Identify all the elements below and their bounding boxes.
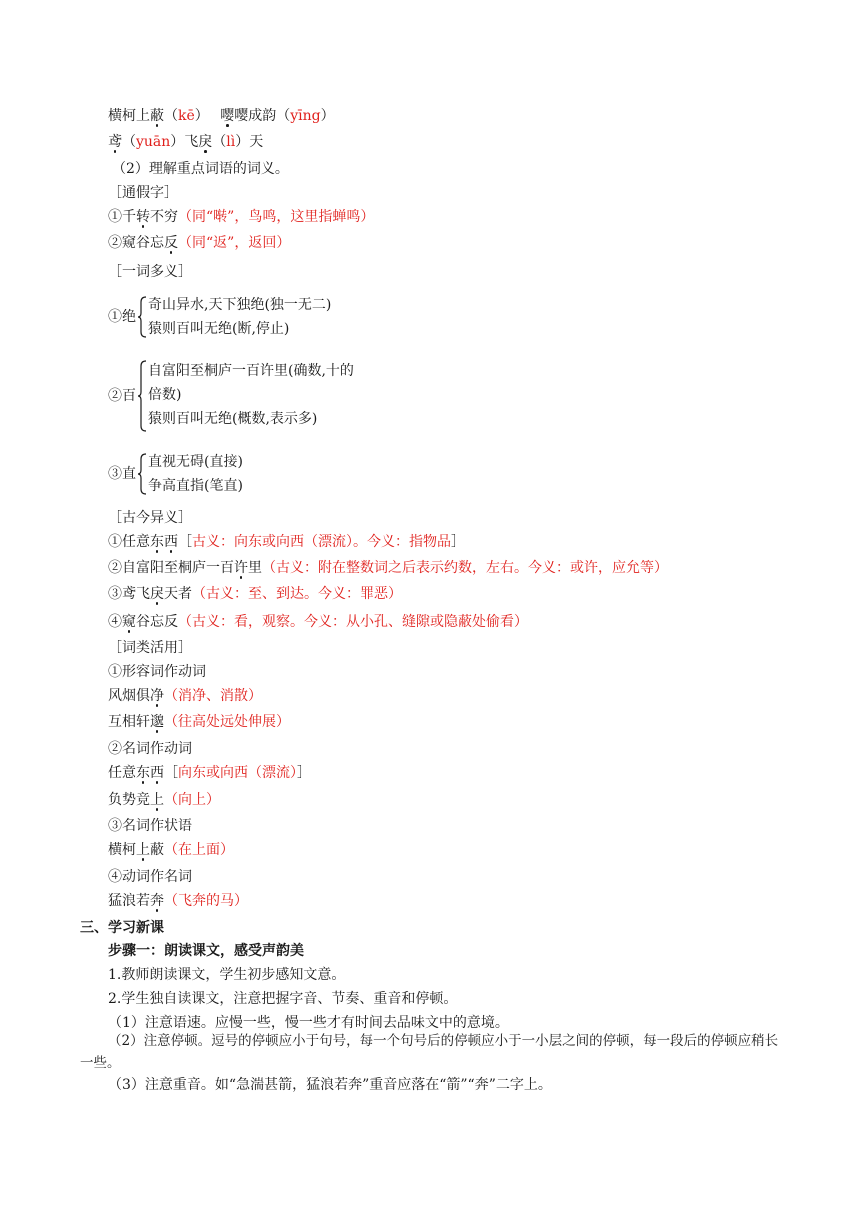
- yici-jue-line-1: 奇山异水,天下独绝(独一无二): [148, 297, 332, 313]
- annotation-text: yuān: [136, 134, 171, 150]
- text-segment: （: [164, 108, 178, 124]
- text-segment: ①任意: [108, 534, 150, 550]
- annotation-text: （同“返”，返回）: [178, 235, 291, 251]
- text-segment: ③名词作状语: [108, 818, 192, 834]
- emphasized-char: 反: [164, 235, 178, 251]
- emphasized-char: 西: [150, 765, 164, 781]
- annotation-text: 向东或向西（漂流）: [178, 765, 297, 781]
- text-segment: ［: [178, 534, 192, 550]
- emphasized-char: 窥: [122, 614, 136, 630]
- cilei-row-7: [108, 816, 192, 836]
- yici-bai-line-2: 倍数): [148, 387, 182, 403]
- text-segment: ②窥谷忘: [108, 235, 164, 251]
- text-segment: 里: [248, 560, 262, 576]
- text-segment: ④: [108, 614, 122, 630]
- text-segment: ）: [194, 108, 221, 124]
- text-segment: ②名词作动词: [108, 741, 192, 757]
- yici-bai-line-3: 猿则百叫无绝(概数,表示多): [148, 411, 318, 427]
- text-segment: 互相轩: [108, 714, 150, 730]
- text-segment: ］: [297, 765, 311, 781]
- emphasized-char: 西: [164, 534, 178, 550]
- brace-zhi: [137, 453, 147, 495]
- emphasized-char: 上: [150, 792, 164, 808]
- text-segment: ）天: [235, 134, 264, 150]
- text-segment: ）: [320, 108, 335, 124]
- emphasized-char: 戾: [198, 134, 213, 150]
- text-segment: ③鸢飞: [108, 586, 150, 602]
- annotation-text: yīng: [290, 108, 321, 124]
- cilei-row-8: [108, 840, 234, 860]
- paragraph-2: 2.学生独自读课文，注意把握字音、节奏、重音和停顿。: [108, 991, 458, 1007]
- yici-zhi-line-1: 直视无碍(直接): [148, 454, 243, 470]
- emphasized-char: 邈: [150, 714, 164, 730]
- annotation-text: kē: [178, 108, 195, 124]
- text-segment: ［: [164, 765, 178, 781]
- pronunciation-line-1: [108, 106, 335, 126]
- text-segment: ①千: [108, 209, 136, 225]
- text-segment: （: [212, 134, 227, 150]
- annotation-text: （古义：附在整数词之后表示约数，左右。今义：或许，应允等）: [262, 560, 668, 576]
- pronunciation-line-2: [108, 132, 263, 152]
- text-segment: 谷忘反: [136, 614, 178, 630]
- cilei-row-10: [108, 891, 248, 911]
- brace-jue: [137, 296, 147, 338]
- text-segment: 猛浪若: [108, 893, 150, 909]
- emphasized-char: 奔: [150, 893, 164, 909]
- annotation-text: （古义：至、到达。今义：罪恶）: [192, 586, 402, 602]
- text-segment: ④动词作名词: [108, 869, 192, 885]
- tongjia-item-1: [108, 207, 374, 227]
- text-segment: 任意: [108, 765, 136, 781]
- emphasized-char: 许: [234, 560, 248, 576]
- emphasized-char: 鸢: [108, 134, 122, 150]
- note-1: （1）注意语速。应慢一些，慢一些才有时间去品味文中的意境。: [108, 1015, 509, 1031]
- cilei-row-9: [108, 867, 192, 887]
- text-segment: 不穷: [150, 209, 178, 225]
- note-3: （3）注意重音。如“急湍甚箭，猛浪若奔”重音应落在“箭”“奔”二字上。: [108, 1077, 552, 1093]
- annotation-text: （古义：看，观察。今义：从小孔、缝隙或隐蔽处偷看）: [178, 614, 528, 630]
- cilei-row-5: [108, 763, 311, 783]
- yici-jue-line-2: 猿则百叫无绝(断,停止): [148, 321, 290, 337]
- gujin-heading: ［古今异义］: [108, 510, 192, 526]
- yici-zhi-line-2: 争高直指(笔直): [148, 478, 243, 494]
- text-segment: 风烟俱: [108, 688, 150, 704]
- emphasized-char: 东: [150, 534, 164, 550]
- text-segment: 横柯: [108, 842, 136, 858]
- cilei-heading: ［词类活用］: [108, 640, 192, 656]
- annotation-text: （消净、消散）: [164, 688, 262, 704]
- part-3-title: 三、学习新课: [80, 920, 164, 936]
- text-segment: （: [122, 134, 136, 150]
- cilei-row-3: [108, 712, 290, 732]
- step-1-heading: 步骤一：朗读课文，感受声韵美: [108, 943, 304, 959]
- emphasized-char: 上: [136, 842, 150, 858]
- emphasized-char: 净: [150, 688, 164, 704]
- emphasized-char: 嘤: [220, 108, 235, 124]
- annotation-text: （飞奔的马）: [164, 893, 248, 909]
- text-segment: 蔽: [150, 842, 164, 858]
- emphasized-char: 戾: [150, 586, 164, 602]
- annotation-text: （向上）: [164, 792, 220, 808]
- emphasized-char: 东: [136, 765, 150, 781]
- emphasized-char: 转: [136, 209, 150, 225]
- annotation-text: lì: [226, 134, 236, 150]
- cilei-row-6: [108, 790, 220, 810]
- annotation-text: 古义：向东或向西（漂流）。今义：指物品: [192, 534, 451, 550]
- annotation-text: （往高处远处伸展）: [164, 714, 290, 730]
- cilei-row-2: [108, 686, 262, 706]
- yici-head-zhi: ③直: [108, 466, 136, 482]
- paragraph-1: 1.教师朗读课文，学生初步感知文意。: [108, 967, 346, 983]
- text-segment: ）飞: [170, 134, 199, 150]
- yici-heading: ［一词多义］: [108, 264, 192, 280]
- gujin-item-4: [108, 612, 528, 632]
- text-segment: ］: [451, 534, 465, 550]
- yici-head-bai: ②百: [108, 388, 136, 404]
- note-2: （2）注意停顿。逗号的停顿应小于句号，每一个句号后的停顿应小于一小层之间的停顿，每一段后的停顿应稍长一些。: [80, 1033, 779, 1071]
- text-segment: 天者: [164, 586, 192, 602]
- tongjia-item-2: [108, 233, 290, 253]
- section-2-title: （2）理解重点词语的词义。: [112, 161, 289, 177]
- text-segment: 负势竞: [108, 792, 150, 808]
- annotation-text: （在上面）: [164, 842, 234, 858]
- text-segment: ②自富阳至桐庐一百: [108, 560, 234, 576]
- annotation-text: （同“啭”，鸟鸣，这里指蝉鸣）: [178, 209, 375, 225]
- cilei-row-1: [108, 662, 206, 682]
- text-segment: 横柯上: [108, 108, 150, 124]
- text-segment: 嘤成韵（: [234, 108, 291, 124]
- yici-head-jue: ①绝: [108, 309, 136, 325]
- text-segment: ①形容词作动词: [108, 664, 206, 680]
- gujin-item-2: [108, 558, 668, 578]
- brace-bai: [137, 360, 147, 432]
- yici-bai-line-1: 自富阳至桐庐一百许里(确数,十的: [148, 363, 354, 379]
- emphasized-char: 蔽: [150, 108, 164, 124]
- cilei-row-4: [108, 739, 192, 759]
- tongjia-heading: ［通假字］: [108, 185, 178, 201]
- gujin-item-3: [108, 584, 402, 604]
- gujin-item-1: [108, 532, 465, 552]
